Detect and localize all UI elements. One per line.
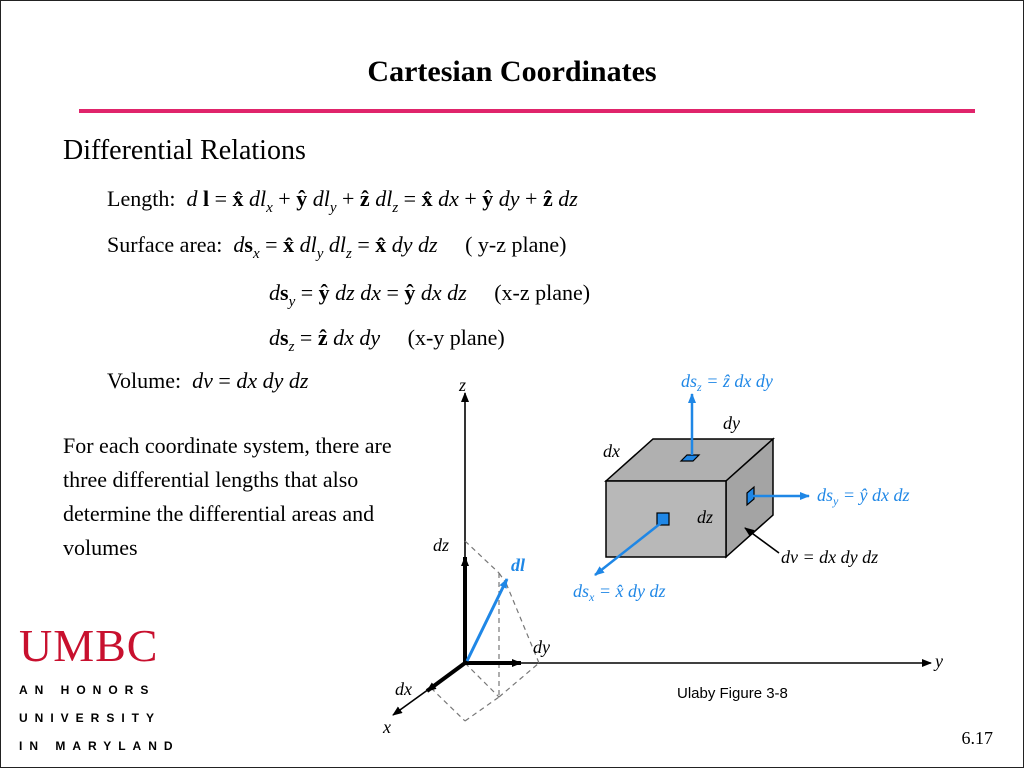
title-underline <box>79 109 975 113</box>
dx-label: dx <box>395 679 412 699</box>
surface-label: Surface area: <box>107 232 223 257</box>
plane-label-xz: (x-z plane) <box>494 280 591 305</box>
plane-label-xy: (x-y plane) <box>407 325 505 350</box>
axis-label-y: y <box>935 651 943 671</box>
surface-formula-z: $ds_z$ = ẑ dx dy <box>269 325 381 355</box>
section-heading: Differential Relations <box>63 135 306 166</box>
differential-elements-figure <box>361 361 1001 741</box>
volume-label: Volume: <box>107 368 182 393</box>
dv-pointer <box>745 528 779 553</box>
dy-label: dy <box>533 637 550 657</box>
cube-dx-label: dx <box>603 441 620 461</box>
length-equation <box>107 186 578 216</box>
volume-equation <box>107 368 308 394</box>
logo-tagline-1: AN HONORS <box>19 683 156 697</box>
cube-dz-label: dz <box>697 507 714 527</box>
cube-dy-label: dy <box>723 413 740 433</box>
logo-tagline-3: IN MARYLAND <box>19 739 180 753</box>
page-number: 6.17 <box>961 728 993 748</box>
volume-formula: dv = dx dy dz <box>192 368 309 393</box>
figure-credit: Ulaby Figure 3-8 <box>677 685 788 702</box>
surface-formula-y: $ds_y$ = ŷ dz dx = ŷ dx dz <box>269 280 467 310</box>
length-formula: d l = x̂ $dl_x$ + ŷ $dl_y$ + ẑ $dl_z$ = x̂ dx + ŷ dy + ẑ dz <box>186 186 578 216</box>
logo-wordmark: UMBC <box>19 620 159 671</box>
surface-equation-z <box>269 325 505 355</box>
logo-tagline-2: UNIVERSITY <box>19 711 162 725</box>
dsz-label: $ds_z$ = ẑ dx dy <box>681 371 773 394</box>
plane-label-yz: ( y-z plane) <box>465 232 567 257</box>
axis-label-x: x <box>383 717 391 737</box>
dv-label: dv = dx dy dz <box>781 547 879 567</box>
axis-label-z: z <box>459 375 467 395</box>
umbc-logo <box>19 620 180 753</box>
surface-equation-x <box>107 232 567 262</box>
dl-vector <box>467 579 507 661</box>
dz-label: dz <box>433 535 450 555</box>
length-label: Length: <box>107 186 176 211</box>
dl-label: dl <box>511 555 526 575</box>
dx-arrow <box>427 663 465 691</box>
dsx-label: $ds_x$ = x̂ dy dz <box>573 581 666 604</box>
surface-formula-x: $ds_x$ = x̂ $dl_y$ $dl_z$ = x̂ dy dz <box>233 232 438 262</box>
dsy-label: $ds_y$ = ŷ dx dz <box>817 485 910 508</box>
surface-equation-y <box>269 280 591 310</box>
page-title: Cartesian Coordinates <box>367 55 657 88</box>
body-paragraph: For each coordinate system, there are three differential lengths that also determine the differential areas and volumes <box>63 433 392 560</box>
